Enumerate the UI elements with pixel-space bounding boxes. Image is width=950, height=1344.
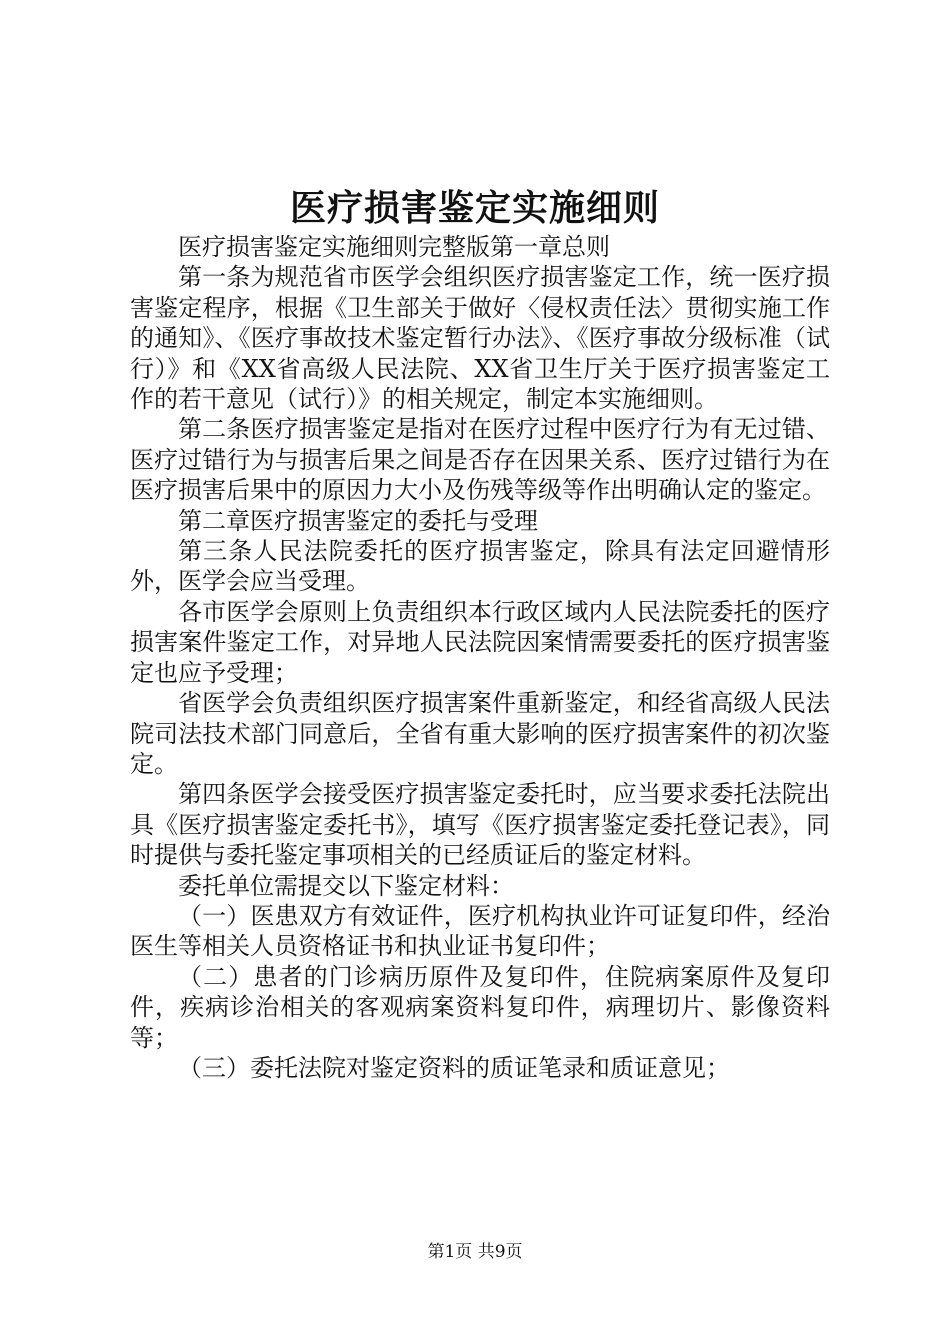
paragraph-chapter-1-heading: 医疗损害鉴定实施细则完整版第一章总则	[178, 233, 610, 261]
paragraph-article-2: 第二条医疗损害鉴定是指对在医疗过程中医疗行为有无过错、医疗过错行为与损害后果之间是否存在因果关系、医疗过错行为在医疗损害后果中的原因力大小及伤残等级等作出明确认定的鉴定。	[130, 415, 830, 505]
paragraph-chapter-2-heading: 第二章医疗损害鉴定的委托与受理	[178, 506, 538, 535]
paragraph-material-item-2: （二）患者的门诊病历原件及复印件，住院病案原件及复印件，疾病诊治相关的客观病案资料复印件，病理切片、影像资料等；	[130, 962, 830, 1052]
page-number-footer: 第1页 共9页	[427, 1242, 523, 1262]
paragraph-material-item-1: （一）医患双方有效证件，医疗机构执业许可证复印件，经治医生等相关人员资格证书和执业证书复印件；	[130, 901, 830, 961]
paragraph-materials-intro: 委托单位需提交以下鉴定材料：	[178, 871, 514, 900]
paragraph-article-3-city: 各市医学会原则上负责组织本行政区域内人民法院委托的医疗损害案件鉴定工作，对异地人民法院因案情需要委托的医疗损害鉴定也应予受理；	[130, 597, 830, 687]
paragraph-article-3: 第三条人民法院委托的医疗损害鉴定，除具有法定回避情形外，医学会应当受理。	[130, 537, 830, 596]
paragraph-material-item-3: （三）委托法院对鉴定资料的质证笔录和质证意见；	[178, 1053, 730, 1082]
document-body	[130, 232, 830, 1083]
paragraph-article-1: 第一条为规范省市医学会组织医疗损害鉴定工作，统一医疗损害鉴定程序，根据《卫生部关于做好〈侵权责任法〉贯彻实施工作的通知》、《医疗事故技术鉴定暂行办法》、《医疗事故分级标准（试行）》和《XX省高级人民法院、XX省卫生厅关于医疗损害鉴定工作的若干意见（试行）》的相关规定，制定本实施细则。	[130, 263, 830, 414]
paragraph-article-3-province: 省医学会负责组织医疗损害案件重新鉴定，和经省高级人民法院司法技术部门同意后，全省有重大影响的医疗损害案件的初次鉴定。	[130, 689, 830, 778]
document-title: 医疗损害鉴定实施细则	[289, 187, 660, 229]
paragraph-article-4: 第四条医学会接受医疗损害鉴定委托时，应当要求委托法院出具《医疗损害鉴定委托书》，填写《医疗损害鉴定委托登记表》，同时提供与委托鉴定事项相关的已经质证后的鉴定材料。	[130, 780, 830, 870]
